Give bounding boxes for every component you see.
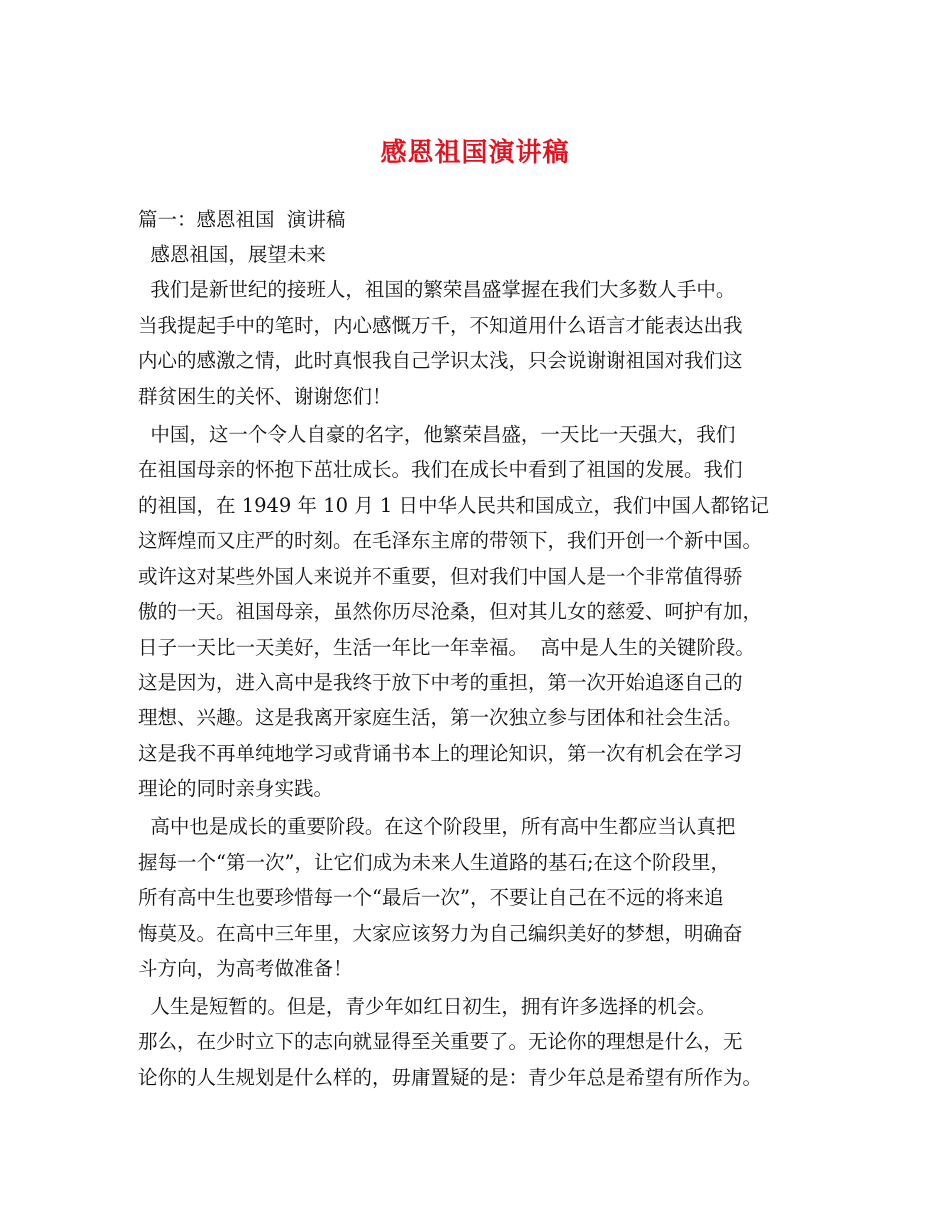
document-title: 感恩祖国演讲稿	[380, 138, 570, 168]
body-line: 这是我不再单纯地学习或背诵书本上的理论知识，第一次有机会在学习	[138, 742, 743, 765]
body-line: 悔莫及。在高中三年里，大家应该努力为自己编织美好的梦想，明确奋	[138, 922, 743, 945]
body-line: 人生是短暂的。但是，青少年如红日初生，拥有许多选择的机会。	[138, 995, 716, 1018]
body-line: 理想、兴趣。这是我离开家庭生活，第一次独立参与团体和社会生活。	[138, 706, 743, 729]
body-line: 中国，这一个令人自豪的名字，他繁荣昌盛，一天比一天强大，我们	[138, 423, 736, 446]
body-line: 或许这对某些外国人来说并不重要，但对我们中国人是一个非常值得骄	[138, 565, 743, 588]
body-line: 这辉煌而又庄严的时刻。在毛泽东主席的带领下，我们开创一个新中国。	[138, 529, 763, 552]
body-line: 高中也是成长的重要阶段。在这个阶段里，所有高中生都应当认真把	[138, 815, 736, 838]
body-line: 斗方向，为高考做准备！	[138, 957, 353, 980]
body-line: 当我提起手中的笔时，内心感慨万千，不知道用什么语言才能表达出我	[138, 314, 743, 337]
body-line: 握每一个“第一次”，让它们成为未来人生道路的基石;在这个阶段里，	[138, 851, 731, 874]
body-line: 的祖国，在 1949 年 10 月 1 日中华人民共和国成立，我们中国人都铭记	[138, 494, 770, 517]
body-line: 日子一天比一天美好，生活一年比一年幸福。 高中是人生的关键阶段。	[138, 636, 755, 659]
body-line: 我们是新世纪的接班人，祖国的繁荣昌盛掌握在我们大多数人手中。	[138, 278, 736, 301]
body-line: 傲的一天。祖国母亲，虽然你历尽沧桑，但对其儿女的慈爱、呵护有加，	[138, 600, 763, 623]
body-line: 那么，在少时立下的志向就显得至关重要了。无论你的理想是什么，无	[138, 1030, 743, 1053]
body-line: 所有高中生也要珍惜每一个“最后一次”，不要让自己在不远的将来追	[138, 886, 724, 909]
body-line: 在祖国母亲的怀抱下茁壮成长。我们在成长中看到了祖国的发展。我们	[138, 458, 743, 481]
body-line: 论你的人生规划是什么样的，毋庸置疑的是：青少年总是希望有所作为。	[138, 1066, 763, 1089]
body-line: 理论的同时亲身实践。	[138, 777, 334, 800]
body-line: 感恩祖国，展望未来	[138, 243, 326, 266]
body-line: 这是因为，进入高中是我终于放下中考的重担，第一次开始追逐自己的	[138, 671, 743, 694]
body-line: 篇一：感恩祖国 演讲稿	[138, 208, 346, 231]
body-line: 内心的感激之情，此时真恨我自己学识太浅，只会说谢谢祖国对我们这	[138, 349, 743, 372]
body-line: 群贫困生的关怀、谢谢您们！	[138, 385, 392, 408]
